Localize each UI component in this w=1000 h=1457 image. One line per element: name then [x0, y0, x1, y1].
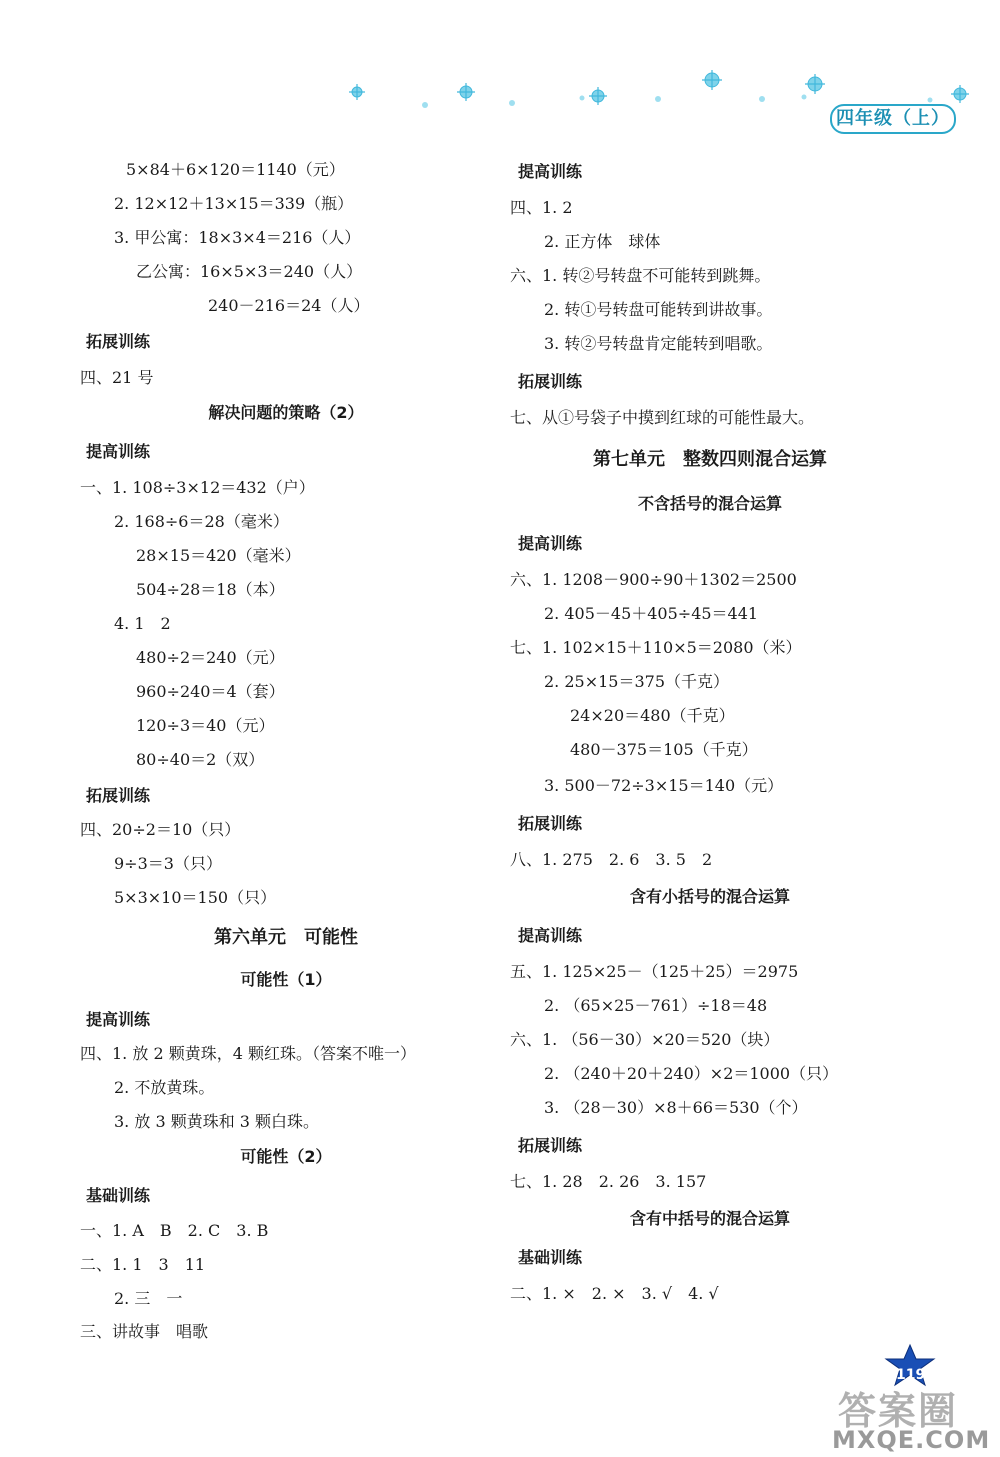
section-title: 不含括号的混合运算	[637, 494, 782, 513]
answer-line: 80÷40＝2（双）	[136, 750, 265, 769]
answer-line: 六、1. 转②号转盘不可能转到跳舞。	[510, 266, 771, 285]
answer-line: 480÷2＝240（元）	[136, 648, 285, 667]
section-heading: 提高训练	[518, 926, 583, 945]
answer-line: 3. 甲公寓：18×3×4＝216（人）	[114, 228, 361, 247]
answer-line: 504÷28＝18（本）	[136, 580, 285, 599]
section-heading: 提高训练	[518, 162, 583, 181]
unit-title: 第七单元 整数四则混合运算	[593, 449, 827, 470]
answer-line: 三、讲故事 唱歌	[80, 1322, 209, 1341]
answer-line: 七、从①号袋子中摸到红球的可能性最大。	[510, 408, 815, 427]
answer-line: 四、20÷2＝10（只）	[80, 820, 241, 839]
answer-line: 七、1. 28 2. 26 3. 157	[510, 1172, 707, 1191]
section-heading: 提高训练	[518, 534, 583, 553]
answer-line: 2. 168÷6＝28（毫米）	[114, 512, 289, 531]
section-title: 含有中括号的混合运算	[629, 1209, 790, 1228]
section-heading: 基础训练	[86, 1186, 151, 1205]
answer-line: 二、1. 1 3 11	[80, 1255, 206, 1274]
answer-line: 四、1. 放 2 颗黄珠，4 颗红珠。（答案不唯一）	[80, 1044, 416, 1063]
answer-line: 一、1. A B 2. C 3. B	[80, 1221, 269, 1240]
section-heading: 拓展训练	[86, 332, 151, 351]
section-heading: 拓展训练	[518, 814, 583, 833]
answer-line: 4. 1 2	[114, 614, 171, 633]
answer-line: 2. （240＋20＋240）×2＝1000（只）	[544, 1064, 839, 1083]
answer-line: 2. 405－45＋405÷45＝441	[544, 604, 759, 623]
answer-line: 五、1. 125×25－（125＋25）＝2975	[510, 962, 799, 981]
answer-line: 2. 正方体 球体	[544, 232, 661, 251]
answer-line: 3. 500－72÷3×15＝140（元）	[544, 776, 784, 795]
answer-line: 四、1. 2	[510, 198, 573, 217]
section-heading: 基础训练	[518, 1248, 583, 1267]
section-title: 含有小括号的混合运算	[629, 887, 790, 906]
answer-line: 5×3×10＝150（只）	[114, 888, 277, 907]
section-heading: 拓展训练	[518, 1136, 583, 1155]
section-heading: 拓展训练	[86, 786, 151, 805]
answer-line: 240－216＝24（人）	[208, 296, 370, 315]
answer-line: 9÷3＝3（只）	[114, 854, 222, 873]
answer-line: 2. 转①号转盘可能转到讲故事。	[544, 300, 773, 319]
answer-line: 2. 25×15＝375（千克）	[544, 672, 730, 691]
answer-line: 2. （65×25－761）÷18＝48	[544, 996, 768, 1015]
answer-line: 七、1. 102×15＋110×5＝2080（米）	[510, 638, 802, 657]
answer-line: 二、1. × 2. × 3. √ 4. √	[510, 1284, 719, 1303]
answer-line: 2. 不放黄珠。	[114, 1078, 215, 1097]
watermark-text: 答案圈	[838, 1389, 959, 1433]
section-title: 可能性（1）	[240, 970, 332, 989]
answer-line: 24×20＝480（千克）	[570, 706, 735, 725]
answer-line: 960÷240＝4（套）	[136, 682, 285, 701]
answer-line: 3. 转②号转盘肯定能转到唱歌。	[544, 334, 773, 353]
answer-line: 一、1. 108÷3×12＝432（户）	[80, 478, 315, 497]
answer-line: 乙公寓：16×5×3＝240（人）	[136, 262, 363, 281]
answer-line: 3. 放 3 颗黄珠和 3 颗白珠。	[114, 1112, 320, 1131]
section-heading: 提高训练	[86, 442, 151, 461]
grade-badge: 四年级（上）	[830, 104, 956, 134]
answer-line: 120÷3＝40（元）	[136, 716, 275, 735]
answer-line: 六、1. （56－30）×20＝520（块）	[510, 1030, 780, 1049]
answer-line: 2. 三 一	[114, 1289, 183, 1308]
page-number: 119	[896, 1367, 926, 1383]
watermark	[828, 1380, 998, 1455]
answer-line: 六、1. 1208－900÷90＋1302＝2500	[510, 570, 797, 589]
answer-line: 八、1. 275 2. 6 3. 5 2	[510, 850, 713, 869]
section-heading: 提高训练	[86, 1010, 151, 1029]
answer-line: 四、21 号	[80, 368, 154, 387]
answer-line: 5×84＋6×120＝1140（元）	[126, 160, 345, 179]
section-title: 可能性（2）	[240, 1147, 332, 1166]
answer-line: 2. 12×12＋13×15＝339（瓶）	[114, 194, 354, 213]
section-heading: 拓展训练	[518, 372, 583, 391]
answer-line: 28×15＝420（毫米）	[136, 546, 301, 565]
watermark-domain: MXQE.COM	[832, 1426, 991, 1454]
answer-line: 480－375＝105（千克）	[570, 740, 758, 759]
unit-title: 第六单元 可能性	[214, 927, 358, 948]
answer-line: 3. （28－30）×8＋66＝530（个）	[544, 1098, 808, 1117]
section-title: 解决问题的策略（2）	[208, 403, 364, 422]
